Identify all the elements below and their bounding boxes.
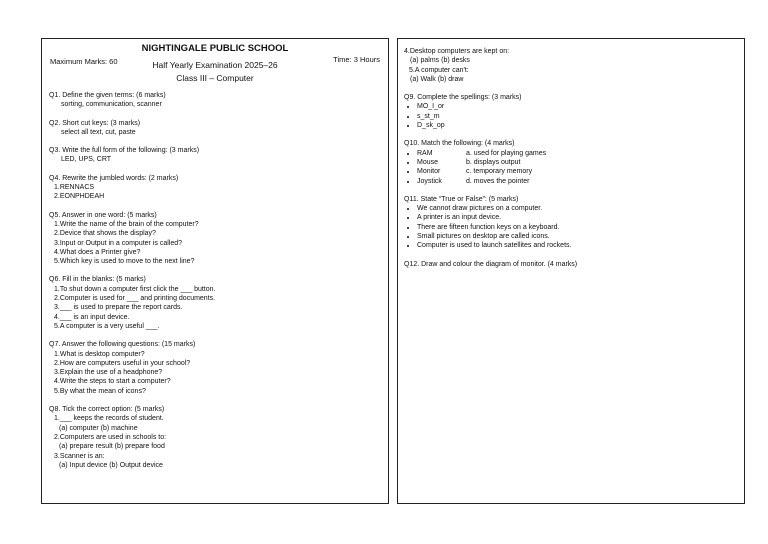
- list-item: 5.A computer can't:: [409, 66, 469, 74]
- match-right: d. moves the pointer: [466, 177, 530, 185]
- option-line: (a) palms (b) desks: [410, 57, 470, 65]
- list-item: 4.What does a Printer give?: [54, 248, 141, 256]
- list-item: • Small pictures on desktop are called icons.: [417, 232, 736, 241]
- question-title: Q1. Define the given terms: (6 marks): [49, 92, 166, 99]
- list-item: • s_st_m: [417, 112, 736, 121]
- question-4: [49, 174, 380, 202]
- exam-header: [42, 39, 388, 91]
- list-item: 4.___ is an input device.: [54, 313, 130, 321]
- list-item: 1.Write the name of the brain of the computer?: [54, 220, 199, 228]
- list-item: 5.A computer is a very useful ___.: [54, 322, 160, 330]
- match-list: [404, 149, 736, 186]
- match-row: [417, 167, 736, 176]
- class-subject: Class III – Computer: [176, 73, 254, 83]
- match-row: [417, 149, 736, 158]
- exam-title: Half Yearly Examination 2025–26: [152, 60, 278, 70]
- question-line: LED, UPS, CRT: [61, 156, 112, 164]
- school-name: NIGHTINGALE PUBLIC SCHOOL: [141, 43, 289, 54]
- list-item: 1.To shut down a computer first click the ___ button.: [54, 285, 216, 293]
- match-left: • RAM: [417, 149, 433, 157]
- option-line: (a) computer (b) machine: [59, 424, 138, 432]
- list-item: 5.By what the mean of icons?: [54, 387, 146, 395]
- list-item: 1.What is desktop computer?: [54, 350, 145, 358]
- match-right: a. used for playing games: [466, 149, 547, 157]
- bullet-list: [404, 102, 736, 130]
- question-5: [49, 211, 380, 267]
- exam-page-right: [397, 38, 745, 504]
- list-item: 1.RENNACS: [54, 184, 95, 192]
- question-title: Q12. Draw and colour the diagram of monitor. (4 marks): [404, 260, 578, 268]
- match-row: [417, 177, 736, 186]
- question-12: [404, 260, 736, 269]
- list-item: 2.Computer is used for ___ and printing documents.: [54, 295, 216, 303]
- question-8: [49, 405, 380, 470]
- question-10: [404, 139, 736, 185]
- match-left: • Monitor: [417, 168, 441, 176]
- list-item: 2.Device that shows the display?: [54, 230, 156, 238]
- list-item: 3.___ is used to prepare the report cards.: [54, 304, 183, 312]
- question-title: Q9. Complete the spellings: (3 marks): [404, 94, 522, 102]
- list-item: 2.EONPHDEAH: [54, 193, 105, 201]
- question-line: select all text, cut, paste: [61, 128, 136, 136]
- bullet-list: [404, 204, 736, 250]
- question-title: Q2. Short cut keys: (3 marks): [49, 119, 141, 127]
- questions-right: [398, 39, 744, 269]
- list-item: 5.Which key is used to move to the next line?: [54, 258, 195, 266]
- list-item: 1.___ keeps the records of student.: [54, 415, 164, 423]
- question-7: [49, 340, 380, 396]
- questions-left: [42, 91, 388, 470]
- exam-page-left: [41, 38, 389, 504]
- question-title: Q3. Write the full form of the following: (3 marks): [49, 147, 200, 155]
- list-item: 3.Explain the use of a headphone?: [54, 369, 163, 377]
- exam-time: Time: 3 Hours: [333, 55, 380, 64]
- list-item: • We cannot draw pictures on a computer.: [417, 204, 736, 213]
- question-title: Q6. Fill in the blanks: (5 marks): [49, 276, 146, 284]
- list-item: • D_sk_op: [417, 121, 736, 130]
- list-item: • Computer is used to launch satellites and rockets.: [417, 241, 736, 250]
- question-1: [49, 91, 380, 110]
- question-title: Q10. Match the following: (4 marks): [404, 140, 515, 148]
- list-item: 3.Scanner is an:: [54, 452, 105, 460]
- match-right: b. displays output: [466, 158, 521, 166]
- question-3: [49, 146, 380, 165]
- list-item: 4.Write the steps to start a computer?: [54, 378, 171, 386]
- option-line: (a) Walk (b) draw: [410, 75, 464, 83]
- option-line: (a) Input device (b) Output device: [59, 461, 163, 469]
- question-2: [49, 119, 380, 138]
- match-row: [417, 158, 736, 167]
- question-line: sorting, communication, scanner: [61, 101, 162, 109]
- question-title: Q11. State “True or False”: (5 marks): [404, 195, 519, 203]
- match-right: c. temporary memory: [466, 168, 533, 176]
- question-title: Q7. Answer the following questions: (15 marks): [49, 341, 196, 349]
- question-6: [49, 275, 380, 331]
- list-item: 3.Input or Output in a computer is called?: [54, 239, 183, 247]
- question-title: Q4. Rewrite the jumbled words: (2 marks): [49, 174, 179, 182]
- question-11: [404, 195, 736, 251]
- match-left: • Mouse: [417, 158, 439, 166]
- question-title: Q8. Tick the correct option: (5 marks): [49, 406, 165, 414]
- option-line: (a) prepare result (b) prepare food: [59, 443, 165, 451]
- max-marks: Maximum Marks: 60: [50, 57, 118, 66]
- list-item: • A printer is an input device.: [417, 213, 736, 222]
- match-left: • Joystick: [417, 177, 442, 185]
- list-item: 2.How are computers useful in your school?: [54, 359, 191, 367]
- question-9: [404, 93, 736, 130]
- list-item: • MO_I_or: [417, 102, 736, 111]
- list-item: • There are fifteen function keys on a keyboard.: [417, 223, 736, 232]
- question-title: Q5. Answer in one word: (5 marks): [49, 211, 157, 219]
- list-item: 2.Computers are used in schools to:: [54, 433, 167, 441]
- question-8-continued: [404, 47, 736, 84]
- list-item: 4.Desktop computers are kept on:: [404, 48, 510, 55]
